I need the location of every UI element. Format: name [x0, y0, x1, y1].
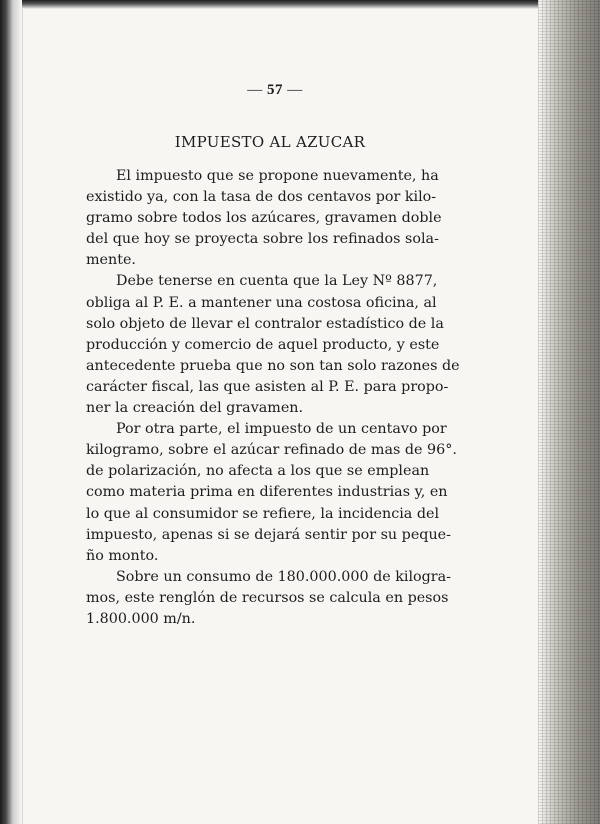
text-line: ño monto.: [86, 547, 159, 564]
text-line: Debe tenerse en cuenta que la Ley Nº 8877,: [116, 273, 438, 290]
text-line: como materia prima en diferentes industrias y, en: [86, 484, 448, 501]
text-line: mos, este renglón de recursos se calcula en pesos: [86, 589, 449, 606]
text-line: carácter fiscal, las que asisten al P. E. para propo-: [86, 378, 449, 395]
text-line: mente.: [86, 252, 136, 269]
page-right-edge-shadow: [538, 0, 600, 824]
paragraph: [86, 567, 451, 630]
page-number-prefix: —: [247, 82, 263, 98]
section-title: IMPUESTO AL AZUCAR: [174, 133, 366, 151]
text-line: obliga al P. E. a mantener una costosa oficina, al: [86, 294, 437, 311]
text-line: impuesto, apenas si se dejará sentir por su peque-: [86, 526, 451, 543]
text-line: kilogramo, sobre el azúcar refinado de mas de 96°.: [86, 442, 457, 459]
text-line: solo objeto de llevar el contralor estadístico de la: [86, 315, 444, 332]
paragraph: [86, 419, 457, 567]
body-text: [86, 166, 460, 630]
text-line: 1.800.000 m/n.: [86, 610, 196, 627]
page-number: [150, 82, 400, 99]
page-number-suffix: —: [287, 82, 303, 98]
text-line: del que hoy se proyecta sobre los refinados sola-: [86, 231, 439, 248]
paragraph: [86, 271, 460, 419]
text-line: existido ya, con la tasa de dos centavos por kilo-: [86, 189, 437, 206]
paragraph: [86, 166, 442, 271]
text-line: gramo sobre todos los azúcares, gravamen doble: [86, 210, 442, 227]
text-line: de polarización, no afecta a los que se emplean: [86, 463, 430, 480]
text-line: lo que al consumidor se refiere, la incidencia del: [86, 505, 440, 522]
text-line: Sobre un consumo de 180.000.000 de kilogra-: [116, 568, 451, 585]
text-line: producción y comercio de aquel producto, y este: [86, 336, 440, 353]
text-line: El impuesto que se propone nuevamente, ha: [116, 168, 439, 184]
text-line: antecedente prueba que no son tan solo razones de: [86, 357, 460, 374]
text-line: ner la creación del gravamen.: [86, 400, 304, 417]
page-gutter-line: [22, 9, 23, 824]
page-number-value: 57: [267, 82, 283, 98]
text-line: Por otra parte, el impuesto de un centavo por: [116, 421, 447, 438]
page-left-binding-edge: [0, 0, 22, 824]
page-top-edge: [0, 0, 600, 9]
